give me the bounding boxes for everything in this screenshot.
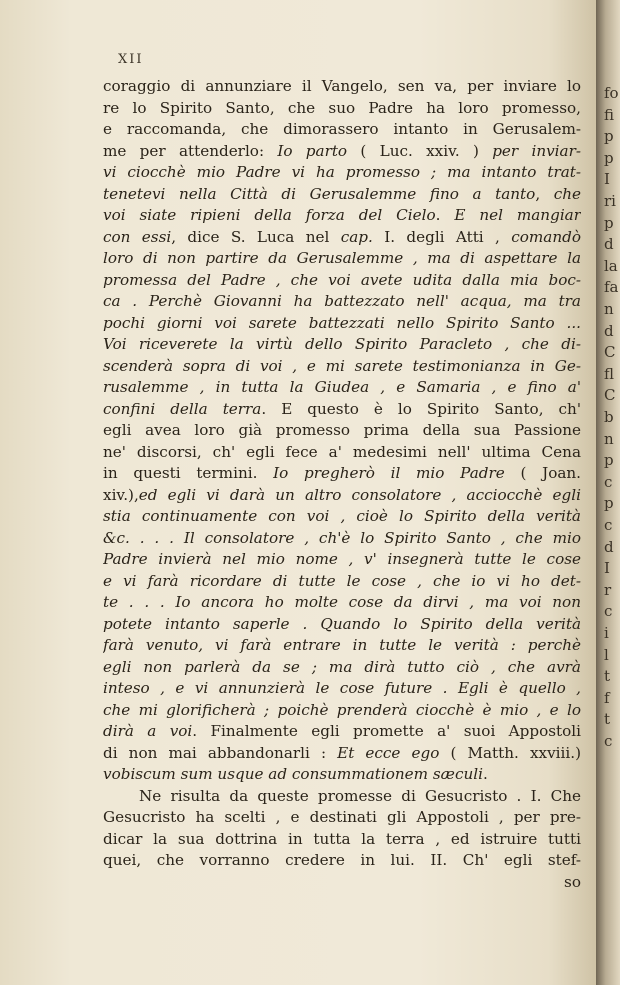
text-line [103, 313, 581, 335]
italic-text: con essi [103, 227, 172, 246]
italic-text: potete intanto saperle . Quando lo Spirito della verità [103, 614, 581, 633]
text-line [103, 571, 581, 593]
italic-text: ca . Perchè Giovanni ha battezzato nell' acqua, ma tra [103, 292, 581, 310]
facing-page-letter: n [604, 429, 614, 448]
facing-page-letter: p [604, 494, 614, 513]
facing-page-letter: c [604, 516, 613, 534]
text-line [103, 377, 581, 399]
italic-text: scenderà sopra di voi , e mi sarete testimonianza in Ge- [103, 356, 581, 375]
roman-text: me per attenderlo: [103, 141, 278, 160]
roman-text: ( Luc. xxiv. ) [347, 141, 493, 160]
italic-text: cap. [340, 227, 373, 246]
roman-text: e raccomanda, che dimorassero intanto in Gerusalem- [103, 120, 581, 138]
text-line [103, 807, 581, 829]
facing-page-letter: t [604, 667, 611, 686]
text-line [103, 291, 581, 313]
italic-text: loro di non partire da Gerusalemme , ma di aspettare la [103, 249, 581, 267]
italic-text: che mi glorificherà ; poichè prenderà ciocchè è mio , e lo [103, 700, 581, 719]
italic-text: e vi farà ricordare di tutte le cose , che io vi ho det- [103, 571, 581, 590]
facing-page-letter: la [604, 256, 618, 275]
italic-text: per inviar- [492, 141, 581, 160]
italic-text: inteso , e vi annunzierà le cose future . Egli è quello , [103, 679, 581, 697]
text-line [103, 162, 581, 184]
facing-page-letter: c [604, 602, 613, 621]
facing-page-letter: t [604, 710, 611, 729]
roman-text: in questi termini. [103, 464, 274, 482]
text-line [103, 743, 581, 765]
text-line [103, 119, 581, 141]
italic-text: pochi giorni voi sarete battezzati nello Spirito Santo ... [103, 313, 581, 332]
facing-page-letter: fa [604, 278, 619, 297]
text-line [103, 442, 581, 464]
roman-text: , [535, 184, 554, 203]
text-line [103, 506, 581, 528]
facing-page-letter: I [604, 559, 610, 578]
italic-text: dirà a voi [103, 722, 193, 740]
facing-page-letter: C [604, 386, 616, 405]
body-text [103, 76, 581, 872]
text-line [103, 549, 581, 571]
roman-text: coraggio di annunziare il Vangelo, sen va, per inviare lo [103, 77, 581, 95]
text-line [103, 98, 581, 120]
text-line [103, 205, 581, 227]
italic-text: voi siate ripieni della forza del Cielo [103, 206, 436, 224]
roman-text: Ne risulta da queste promesse di Gesucristo . I. Che [139, 786, 581, 805]
italic-text: stia continuamente con voi , cioè lo Spirito della verità [103, 507, 581, 525]
facing-page-letter: ri [604, 192, 616, 210]
italic-text: Et ecce ego [337, 743, 440, 762]
roman-text: xiv.), [103, 485, 139, 504]
text-line [103, 270, 581, 292]
roman-text: ( Joan. [504, 464, 581, 482]
italic-text: vobiscum sum usque ad consummationem sæculi [103, 765, 483, 783]
text-line [103, 700, 581, 722]
page-number: XII [118, 52, 144, 67]
text-line [103, 657, 581, 679]
facing-page-letter: c [604, 732, 613, 750]
facing-page-letter: p [604, 127, 614, 146]
roman-text: . Finalmente egli promette a' suoi Appostoli [192, 722, 581, 740]
italic-text: te . . . Io ancora ho molte cose da dirvi , ma voi non [103, 593, 581, 611]
facing-page-letter: p [604, 451, 614, 470]
text-line [103, 850, 581, 872]
facing-page-letter: fi [604, 105, 615, 124]
roman-text: dicar la sua dottrina in tutta la terra , ed istruire tutti [103, 829, 581, 848]
roman-text: ne' discorsi, ch' egli fece a' medesimi nell' ultima Cena [103, 442, 581, 461]
italic-text: promessa del Padre , che voi avete udita dalla mia boc- [103, 270, 581, 289]
italic-text: Padre invierà nel mio nome , v' insegnerà tutte le cose [103, 550, 581, 568]
text-line [103, 829, 581, 851]
italic-text: tenetevi nella Città di Gerusalemme fino a tanto [103, 184, 536, 203]
text-line [103, 764, 581, 786]
roman-text: . [482, 765, 488, 783]
roman-text: I. degli Atti , [372, 227, 512, 246]
italic-text: &c. . . . Il consolatore , ch'è lo Spirito Santo , che mio [103, 528, 581, 547]
text-line [103, 420, 581, 442]
text-line [103, 184, 581, 206]
text-line [103, 399, 581, 421]
text-line [103, 592, 581, 614]
text-line [103, 678, 581, 700]
catchword: so [564, 872, 581, 891]
text-line [103, 635, 581, 657]
text-line [103, 485, 581, 507]
italic-text: vi ciocchè mio Padre vi ha promesso ; ma intanto trat- [103, 163, 581, 181]
italic-text: comandò [511, 227, 581, 246]
facing-page-letter: c [604, 472, 613, 491]
facing-page-letter: l [604, 645, 609, 664]
italic-text: rusalemme , in tutta la Giudea , e Samaria , e fino a' [103, 378, 581, 396]
facing-page-letter: p [604, 213, 614, 232]
roman-text: egli avea loro già promesso prima della sua Passione [103, 421, 581, 439]
roman-text: di non mai abbandonarli : [103, 743, 338, 762]
facing-page-letter: C [604, 343, 616, 362]
facing-page-letter: r [604, 580, 612, 599]
facing-page-letter: p [604, 148, 614, 167]
facing-page-letter: fl [604, 364, 615, 383]
italic-text: confini della terra [103, 399, 262, 418]
text-line [103, 463, 581, 485]
facing-page-edge [596, 0, 620, 985]
text-line [103, 528, 581, 550]
text-line [103, 141, 581, 163]
text-line [103, 76, 581, 98]
italic-text: che [553, 184, 581, 203]
italic-text: Io pregherò il mio Padre [273, 464, 505, 482]
facing-page-letter: I [604, 170, 610, 189]
italic-text: egli non parlerà da se ; ma dirà tutto ciò , che avrà [103, 657, 581, 676]
italic-text: ed egli vi darà un altro consolatore , acciocchè egli [138, 485, 581, 504]
facing-page-letter: d [604, 235, 614, 254]
roman-text: Gesucristo ha scelti , e destinati gli Appostoli , per pre- [103, 808, 581, 826]
italic-text: farà venuto, vi farà entrare in tutte le verità : perchè [103, 636, 581, 654]
roman-text: . [435, 206, 455, 224]
facing-page-letter: f [604, 688, 610, 707]
roman-text: . E questo è lo Spirito Santo, ch' [261, 399, 581, 418]
text-line [103, 721, 581, 743]
text-line [103, 356, 581, 378]
text-line [103, 248, 581, 270]
roman-text: quei, che vorranno credere in lui. II. Ch' egli stef- [103, 851, 581, 869]
roman-text: re lo Spirito Santo, che suo Padre ha loro promesso, [103, 98, 581, 117]
facing-page-letter: d [604, 537, 614, 556]
italic-text: Voi riceverete la virtù dello Spirito Paracleto , che di- [103, 335, 581, 353]
facing-page-letter: b [604, 408, 614, 426]
roman-text: ( Matth. xxviii.) [439, 743, 581, 762]
roman-text: , dice S. Luca nel [171, 227, 341, 246]
text-line [103, 786, 581, 808]
facing-page-letter: d [604, 321, 614, 340]
text-line [103, 334, 581, 356]
text-line [103, 614, 581, 636]
facing-page-letter: n [604, 300, 614, 318]
italic-text: Io parto [277, 141, 348, 160]
text-line [103, 227, 581, 249]
italic-text: E nel mangiar [454, 206, 581, 224]
facing-page-letter: i [604, 624, 609, 642]
facing-page-letter: fo [604, 84, 619, 102]
